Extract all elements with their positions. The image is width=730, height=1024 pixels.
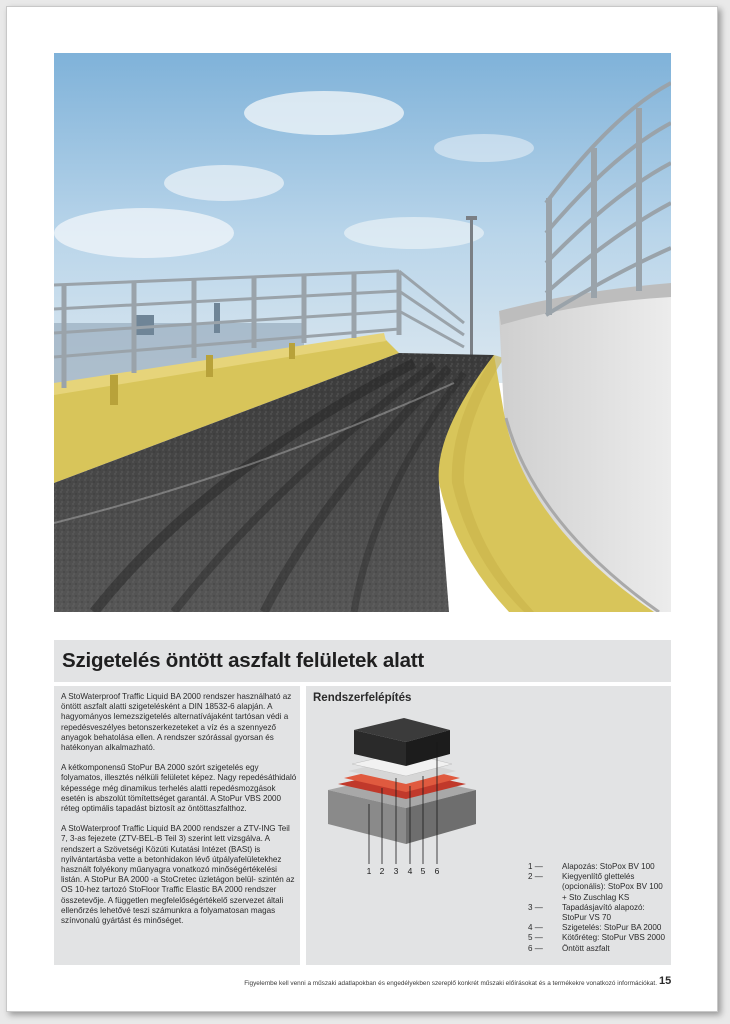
layer-legend-item xyxy=(528,933,668,943)
diagram-number-5: 5 xyxy=(420,866,426,876)
layer-legend-item xyxy=(528,923,668,933)
layer-legend-number: 4 — xyxy=(528,923,543,933)
layer-legend-number: 6 — xyxy=(528,943,543,953)
parking-ramp-photo xyxy=(54,53,671,612)
diagram-number-3: 3 xyxy=(393,866,399,876)
layer-legend-number: 1 — xyxy=(528,862,543,871)
layer-legend-item xyxy=(528,862,668,872)
layer-legend xyxy=(528,862,668,954)
system-structure-title: Rendszerfelépítés xyxy=(313,692,412,704)
layer-stack-diagram xyxy=(306,686,671,886)
body-paragraph-3: A StoWaterproof Traffic Liquid BA 2000 rendszer a ZTV-ING Teil 7, 3-as fejezete (ZTV-BEL-B Teil 3) szerint lett vizsgálva. A rendszert a Szövetségi Közúti Kutatási Intézet (BASt) is nyilvántartásba vette a betonhidakon lévő útpályafelületekhez használt folyékony műanyagra vonatkozó minőségértékelési listán. A StoPur BA 2000 -a StoCretec üzletágon belül- szintén az OS 10-hez tartozó StoFloor Traffic Elastic BA 2000 rendszer összetevője. A független megfelelőségértékelő szervezet általi ellenőrzés lehetővé teszi számunkra a folyamatosan magas színvonalú gyártást és minőséget. xyxy=(61,824,295,926)
diagram-number-6: 6 xyxy=(434,866,440,876)
body-paragraph-2: A kétkomponensű StoPur BA 2000 szórt szigetelés egy folyamatos, illesztés nélküli felületet képez. Nagy repedésáthidaló képessége még dinamikus terhelés alatti repedésmozgások esetén is abszolút tömítettséget garantál. A StoPur VBS 2000 réteg optimális tapadást biztosít az öntöttaszfalthoz. xyxy=(61,763,297,814)
layer-legend-label: Kiegyenlítő glettelés (opcionális): StoPox BV 100 + Sto Zuschlag KS xyxy=(562,872,663,902)
body-paragraph-1: A StoWaterproof Traffic Liquid BA 2000 rendszer használható az öntött aszfalt alatti szigetelésként a DIN 18532-6 alapján. A hagyományos lemezszigetelés alternatívájaként tartósan védi a repedésveszélyes betonszerkezeteket a víz és a szennyező anyagok behatolása ellen. A rendszer szórással gyorsan és hatékonyan alkalmazható. xyxy=(61,692,292,753)
layer-legend-number: 3 — xyxy=(528,902,543,912)
page-number: 15 xyxy=(659,975,672,987)
section-heading: Szigetelés öntött aszfalt felületek alatt xyxy=(62,649,425,672)
section-heading-band xyxy=(54,640,671,682)
layer-legend-label: Alapozás: StoPox BV 100 xyxy=(562,862,655,871)
layer-legend-item xyxy=(528,903,668,923)
layer-legend-label: Tapadásjavító alapozó: StoPur VS 70 xyxy=(562,902,645,923)
layer-legend-number: 5 — xyxy=(528,933,543,943)
layer-legend-label: Szigetelés: StoPur BA 2000 xyxy=(562,923,662,933)
document-page xyxy=(6,6,718,1012)
layer-legend-item xyxy=(528,872,668,903)
asphalt-top-layer xyxy=(354,718,450,766)
system-structure-panel xyxy=(306,686,671,965)
diagram-number-1: 1 xyxy=(366,866,372,876)
footer-note: Figyelembe kell venni a műszaki adatlapokban és engedélyekben szereplő konkrét műszaki előírásokat és a termékekre vonatkozó információkat. xyxy=(244,980,657,987)
layer-legend-label: Öntött aszfalt xyxy=(562,943,610,953)
diagram-number-4: 4 xyxy=(407,866,413,876)
body-text-column xyxy=(54,686,300,965)
layer-legend-number: 2 — xyxy=(528,872,543,882)
layer-legend-item xyxy=(528,944,668,954)
layer-legend-label: Kötőréteg: StoPur VBS 2000 xyxy=(562,933,666,943)
diagram-number-2: 2 xyxy=(379,866,385,876)
